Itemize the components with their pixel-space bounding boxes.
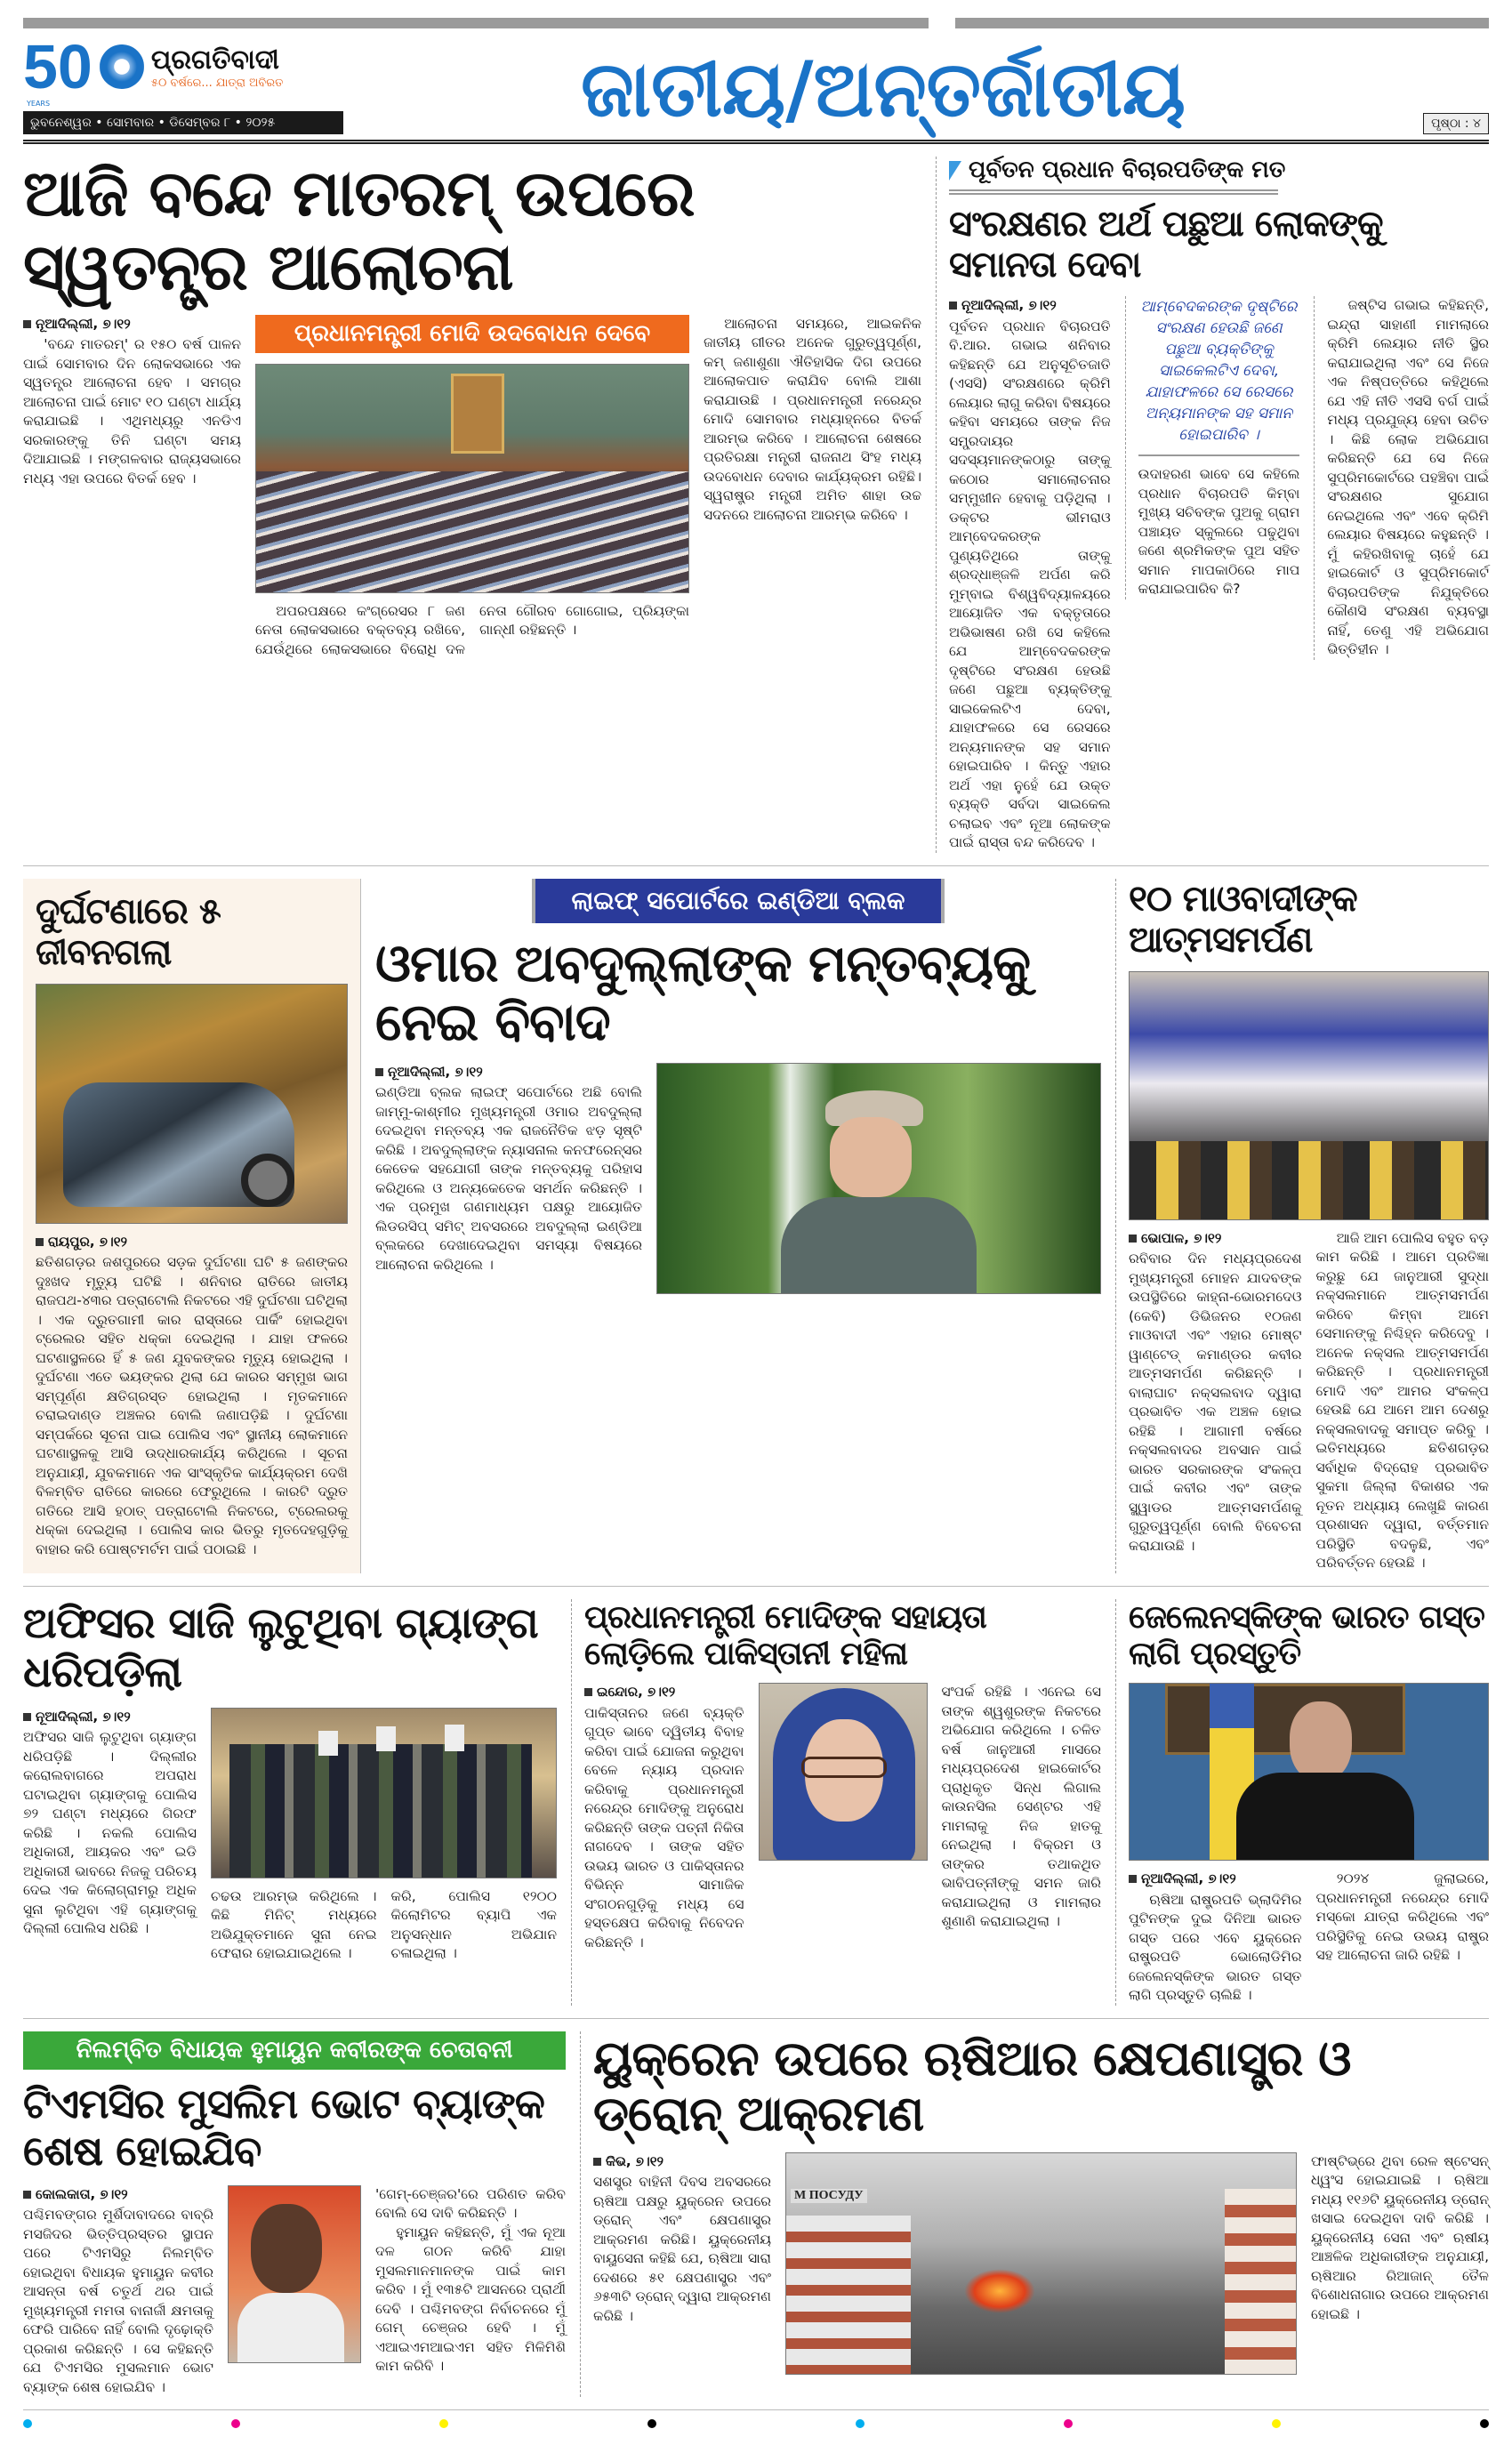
photo-gang-arrest bbox=[211, 1708, 557, 1878]
paragraph: 'ଗେମ୍-ଚେଞ୍ଜର'ରେ ପରିଣତ କରିବ ବୋଲି ସେ ଦାବି କରିଛନ୍ତି । bbox=[375, 2185, 566, 2222]
page-number: ପୃଷ୍ଠା : ୪ bbox=[1423, 113, 1489, 134]
paragraph: ପାକିସ୍ତାନର ଜଣେ ବ୍ୟକ୍ତି ଗୁପ୍ତ ଭାବେ ଦ୍ୱିତୀୟ ବିବାହ କରିବା ପାଇଁ ଯୋଜନା କରୁଥିବା ବେଳେ ନ୍ୟାୟ ପ୍ରଦାନ କରିବାକୁ ପ୍ରଧାନମନ୍ତ୍ରୀ ନରେନ୍ଦ୍ର ମୋଦିଙ୍କୁ ଅନୁରୋଧ କରିଛନ୍ତି ତାଙ୍କ ପତ୍ନୀ ନିକିତା ନାଗଦେବ । ତାଙ୍କ ସହିତ ଉଭୟ ଭାରତ ଓ ପାକିସ୍ତାନର ବିଭିନ୍ନ ସାମାଜିକ ସଂଗଠନଗୁଡ଼ିକୁ ମଧ୍ୟ ସେ ହସ୍ତକ୍ଷେପ କରିବାକୁ ନିବେଦନ କରିଛନ୍ତି । bbox=[584, 1704, 744, 1950]
pullquote: ଆମ୍ବେଦକରଙ୍କ ଦୃଷ୍ଟିରେ ସଂରକ୍ଷଣ ହେଉଛି ଜଣେ ପଛୁଆ ବ୍ୟକ୍ତିଙ୍କୁ ସାଇକେଲଟିଏ ଦେବା, ଯାହାଫଳରେ ସେ ରେସରେ ଅନ୍ୟମାନଙ୍କ ସହ ସମାନ ହୋଇପାରିବ । bbox=[1138, 296, 1300, 456]
headline-omar: ଓମାର ଅବଦୁଲ୍ଲାଙ୍କ ମନ୍ତବ୍ୟକୁ ନେଇ ବିବାଦ bbox=[375, 932, 1030, 1053]
article-accident bbox=[36, 1233, 348, 1560]
photo-parliament bbox=[255, 364, 689, 593]
paragraph: 'ବନ୍ଦେ ମାତରମ୍' ର ୧୫୦ ବର୍ଷ ପାଳନ ପାଇଁ ସୋମବାର ଦିନ ଲୋକସଭାରେ ଏକ ସ୍ୱତନ୍ତ୍ର ଆଲୋଚନା ହେବ । ସମଗ୍ର ଆଲୋଚନା ପାଇଁ ମୋଟ ୧୦ ଘଣ୍ଟା ଧାର୍ଯ୍ୟ କରାଯାଇଛି । ଏଥିମଧ୍ୟରୁ ଏନଡିଏ ସରକାରଙ୍କୁ ତିନି ଘଣ୍ଟା ସମୟ ଦିଆଯାଇଛି । ମଙ୍ଗଳବାର ରାଜ୍ୟସଭାରେ ମଧ୍ୟ ଏହା ଉପରେ ବିତର୍କ ହେବ । bbox=[23, 336, 241, 487]
section-3 bbox=[23, 1587, 1489, 2019]
photo-detail bbox=[318, 1731, 338, 1756]
article-pak-woman bbox=[571, 1599, 1101, 2006]
photo-maoist-surrender bbox=[1129, 971, 1489, 1220]
photo-omar-abdullah bbox=[656, 1063, 1101, 1294]
article-omar bbox=[375, 879, 1101, 1573]
article-maoist-col2 bbox=[1316, 1229, 1490, 1573]
article-gang bbox=[23, 1599, 557, 2006]
article-humayun bbox=[23, 2031, 566, 2397]
article-gang-col3 bbox=[391, 1887, 558, 1964]
article-gang-right bbox=[211, 1708, 557, 1964]
paragraph: ପୂର୍ବତନ ପ୍ରଧାନ ବିଚାରପତି ବି.ଆର. ଗଭାଇ ଶନିବାର କହିଛନ୍ତି ଯେ ଅନୁସୂଚିତଜାତି (ଏସସି) ସଂରକ୍ଷଣରେ କ୍ରିମି ଲେୟାର ଲାଗୁ କରିବା ବିଷୟରେ କହିବା ସମୟରେ ତାଙ୍କ ନିଜ ସମ୍ପ୍ରଦାୟର ସଦସ୍ୟମାନଙ୍କଠାରୁ ତାଙ୍କୁ କଠୋର ସମାଲୋଚନାର ସମ୍ମୁଖୀନ ହେବାକୁ ପଡ଼ିଥିଲା । ଡକ୍ଟର ଭୀମରାଓ ଆମ୍ବେଦକରଙ୍କ ପୁଣ୍ୟତିଥିରେ ତାଙ୍କୁ ଶ୍ରଦ୍ଧାଞ୍ଜଳି ଅର୍ପଣ କରି ମୁମ୍ବାଇ ବିଶ୍ୱବିଦ୍ୟାଳୟରେ ଆୟୋଜିତ ଏକ ବକ୍ତୃତାରେ ଅଭିଭାଷଣ ରଖି ସେ କହିଲେ ଯେ ଆମ୍ବେଦକରଙ୍କ ଦୃଷ୍ଟିରେ ସଂରକ୍ଷଣ ହେଉଛି ଜଣେ ପଛୁଆ ବ୍ୟକ୍ତିଙ୍କୁ ସାଇକେଲଟିଏ ଦେବା, ଯାହାଫଳରେ ସେ ରେସରେ ଅନ୍ୟମାନଙ୍କ ସହ ସମାନ ହୋଇପାରିବ । କିନ୍ତୁ ଏହାର ଅର୍ଥ ଏହା ନୁହେଁ ଯେ ଉକ୍ତ ବ୍ୟକ୍ତି ସର୍ବଦା ସାଇକେଲ ଚଲାଇବ ଏବଂ ନୂଆ ଲୋକଙ୍କ ପାଇଁ ରାସ୍ତା ବନ୍ଦ କରିଦେବ । bbox=[949, 318, 1111, 850]
top-rule bbox=[23, 18, 929, 28]
section-1 bbox=[23, 144, 1489, 866]
caption-vande bbox=[255, 602, 689, 660]
logo-block bbox=[23, 32, 343, 134]
dateline: କିଭ, ୭।୧୨ bbox=[593, 2152, 771, 2172]
registration-marks bbox=[23, 2419, 1489, 2428]
color-dot bbox=[23, 2419, 32, 2428]
paragraph: କରି, ପୋଲିସ ୧୨୦୦ କିଲୋମିଟର ବ୍ୟାପି ଏକ ଅନୁସନ୍ଧାନ ଅଭିଯାନ ଚଳାଇଥିଲା । bbox=[390, 1887, 557, 1962]
dateline: ନୂଆଦିଲ୍ଲୀ, ୭।୧୨ bbox=[1129, 1870, 1302, 1889]
paragraph: ଚଢଉ ଆରମ୍ଭ କରିଥିଲେ । କିଛି ମିନିଟ୍ ମଧ୍ୟରେ ଅଭିଯୁକ୍ତମାନେ ସୁନା ନେଇ ଫେରାର ହୋଇଯାଇଥିଲେ । bbox=[211, 1887, 377, 1962]
photo-detail bbox=[237, 2293, 344, 2363]
paragraph: ଋଷିଆ ରାଷ୍ଟ୍ରପତି ଭ୍ଲାଦିମିର ପୁଟିନଙ୍କ ଦୁଇ ଦିନିଆ ଭାରତ ଗସ୍ତ ପରେ ଏବେ ୟୁକ୍ରେନ ରାଷ୍ଟ୍ରପତି ଭୋଲୋଡିମିର ଜେଲେନସ୍କିଙ୍କ ଭାରତ ଗସ୍ତ ଲାଗି ପ୍ରସ୍ତୁତି ଚାଲିଛି । bbox=[1129, 1891, 1302, 2004]
photo-detail bbox=[1225, 2189, 1296, 2375]
color-dot bbox=[439, 2419, 448, 2428]
paragraph: ଆଜି ଆମ ପୋଲିସ ବହୁତ ବଡ଼ କାମ କରିଛି । ଆମେ ପ୍ରତିଜ୍ଞା କରୁଛୁ ଯେ ଜାନୁଆରୀ ସୁଦ୍ଧା ନକ୍ସଲମାନେ ଆତ୍ମସମର୍ପଣ କରିବେ କିମ୍ବା ଆମେ ସେମାନଙ୍କୁ ନିଶ୍ଚିହ୍ନ କରିଦେବୁ । ଅନେକ ନକ୍ସଲ ଆତ୍ମସମର୍ପଣ କରିଛନ୍ତି । ପ୍ରଧାନମନ୍ତ୍ରୀ ମୋଦି ଏବଂ ଆମର ସଂକଳ୍ପ ହେଉଛି ଯେ ଆମେ ଆମ ଦେଶରୁ ନକ୍ସଲବାଦକୁ ସମାପ୍ତ କରିବୁ । ଇତିମଧ୍ୟରେ ଛତିଶଗଡ଼ର ସର୍ବାଧିକ ବିଦ୍ରୋହ ପ୍ରଭାବିତ ସୁକମା ଜିଲ୍ଲା ବିକାଶର ଏକ ନୂତନ ଅଧ୍ୟାୟ ଲେଖୁଛି କାରଣ ପ୍ରଶାସନ ଦ୍ୱାରା, ବର୍ତ୍ତମାନ ପରିସ୍ଥିତି ବଦଳୁଛି, ଏବଂ ପରିବର୍ତ୍ତନ ହେଉଛି । bbox=[1315, 1229, 1489, 1571]
article-ukraine-col3 bbox=[1311, 2152, 1489, 2325]
headline-gang: ଅଫିସର ସାଜି ଲୁଟୁଥିବା ଗ୍ୟାଙ୍ଗ ଧରିପଡ଼ିଲା bbox=[23, 1597, 538, 1697]
color-dot bbox=[1480, 2419, 1489, 2428]
photo-detail bbox=[445, 1725, 464, 1751]
article-humayun-col2 bbox=[375, 2185, 566, 2377]
color-dot bbox=[231, 2419, 240, 2428]
dateline: ନୂଆଦିଲ୍ଲୀ, ୭।୧୨ bbox=[23, 1708, 197, 1727]
photo-zelensky bbox=[1129, 1683, 1489, 1861]
paragraph: ଫାଷ୍ଟିଭ୍ରେ ଥିବା ରେଳ ଷ୍ଟେସନ୍ ଧ୍ୱଂସ ହୋଇଯାଇଛି । ଋଷିଆ ମଧ୍ୟ ୧୧୬ଟି ୟୁକ୍ରେନୀୟ ଡ୍ରୋନ୍ ଖସାଇ ଦେଇଥିବା ଦାବି କରିଛି । ୟୁକ୍ରେନୀୟ ସେନା ଏବଂ ଋଷୀୟ ଆଞ୍ଚଳିକ ଅଧିକାରୀଙ୍କ ଅନୁଯାୟୀ, ଋଷିଆର ରିଆଜାନ୍ ତୈଳ ବିଶୋଧନାଗାର ଉପରେ ଆକ୍ରମଣ ହୋଇଛି । bbox=[1311, 2152, 1489, 2322]
article-zelensky bbox=[1115, 1599, 1489, 2006]
headline-maoist: ୧୦ ମାଓବାଦୀଙ୍କ ଆତ୍ମସମର୍ପଣ bbox=[1129, 878, 1357, 961]
article-maoist-col1 bbox=[1129, 1229, 1302, 1556]
article-vande-col1 bbox=[23, 315, 241, 489]
kicker-flag-icon bbox=[949, 161, 961, 181]
article-pak-col3 bbox=[942, 1683, 1102, 1932]
article-vande-center bbox=[255, 315, 689, 660]
paragraph: ସଂପର୍କ ରହିଛି । ଏନେଇ ସେ ତାଙ୍କ ଶ୍ୱଶୁରଙ୍କ ନିକଟରେ ଅଭିଯୋଗ କରିଥିଲେ । ଚଳିତ ବର୍ଷ ଜାନୁଆରୀ ମାସରେ ମଧ୍ୟପ୍ରଦେଶ ହାଇକୋର୍ଟର ପ୍ରାଧିକୃତ ସିନ୍ଧ ଲିଗାଲ କାଉନସିଲ ସେଣ୍ଟର ଏହି ମାମଲାକୁ ନିଜ ହାତକୁ ନେଇଥିଲା । ବିକ୍ରମ ଓ ତାଙ୍କର ତଥାକଥିତ ଭାବିପତ୍ନୀଙ୍କୁ ସମନ ଜାରି କରାଯାଇଥିଲା ଓ ମାମଲାର ଶୁଣାଣି କରାଯାଇଥିଲା । bbox=[941, 1684, 1101, 1930]
photo-detail bbox=[964, 2269, 1035, 2313]
section-4 bbox=[23, 2019, 1489, 2410]
section-title: ଜାତୀୟ/ଅନ୍ତର୍ଜାତୀୟ bbox=[581, 45, 1186, 135]
article-gang-col1 bbox=[23, 1708, 197, 1939]
article-omar-col1 bbox=[375, 1063, 642, 1275]
photo-detail bbox=[1290, 1701, 1352, 1782]
logo-years: YEARS bbox=[27, 100, 51, 108]
tagline: ୫୦ ବର୍ଷରେ... ଯାତ୍ରା ଅବିରତ bbox=[150, 76, 284, 90]
box-accident bbox=[23, 879, 361, 1573]
headline-pak-woman: ପ୍ରଧାନମନ୍ତ୍ରୀ ମୋଦିଙ୍କ ସହାୟତା ଲୋଡ଼ିଲେ ପାକିସ୍ତାନୀ ମହିଳା bbox=[584, 1598, 986, 1672]
paragraph: ହୁମାୟୁନ କହିଛନ୍ତି, ମୁଁ ଏକ ନୂଆ ଦଳ ଗଠନ କରିବି ଯାହା ମୁସଲମାନମାନଙ୍କ ପାଇଁ କାମ କରିବ । ମୁଁ ୧୩୫ଟି ଆସନରେ ପ୍ରାର୍ଥୀ ଦେବି । ପଶ୍ଚିମବଙ୍ଗ ନିର୍ବାଚନରେ ମୁଁ ଗେମ୍ ଚେଞ୍ଜର ହେବି । ମୁଁ ଏଆଇଏମଆଇଏମ ସହିତ ମିଳିମିଶି କାମ କରିବି । bbox=[375, 2224, 566, 2375]
top-rules bbox=[23, 18, 1489, 28]
article-gavai-col3 bbox=[1314, 296, 1489, 660]
color-dot bbox=[856, 2419, 865, 2428]
paragraph: ରବିବାର ଦିନ ମଧ୍ୟପ୍ରଦେଶ ମୁଖ୍ୟମନ୍ତ୍ରୀ ମୋହନ ଯାଦବଙ୍କ ଉପସ୍ଥିତିରେ କାହ୍ନା-ଭୋରମଦେଓ (କେବି) ଡିଭିଜନର ୧୦ଜଣ ମାଓବାଦୀ ଏବଂ ଏହାର ମୋଷ୍ଟ ୱାଣ୍ଟେଡ୍ କମାଣ୍ଡର କବୀର ଆତ୍ମସମର୍ପଣ କରିଛନ୍ତି । ବାଲାଘାଟ ନକ୍ସଲବାଦ ଦ୍ୱାରା ପ୍ରଭାବିତ ଏକ ଅଞ୍ଚଳ ହୋଇ ରହିଛି । ଆଗାମୀ ବର୍ଷରେ ନକ୍ସଲବାଦର ଅବସାନ ପାଇଁ ଭାରତ ସରକାରଙ୍କ ସଂକଳ୍ପ ପାଇଁ କବୀର ଏବଂ ତାଙ୍କ ସ୍କ୍ୱାଡର ଆତ୍ମସମର୍ପଣକୁ ଗୁରୁତ୍ୱପୂର୍ଣ୍ଣ ବୋଲି ବିବେଚନା କରାଯାଉଛି । bbox=[1129, 1251, 1302, 1554]
photo-detail bbox=[1236, 1773, 1414, 1861]
article-pak-col1 bbox=[584, 1683, 744, 1952]
article-vande-col3 bbox=[704, 315, 921, 526]
photo-detail bbox=[376, 1726, 396, 1751]
kicker-row bbox=[949, 157, 1489, 184]
photo-detail bbox=[241, 1154, 294, 1207]
headline-accident: ଦୁର୍ଘଟଣାରେ ୫ ଜୀବନଗଲା bbox=[36, 890, 221, 973]
dateline: ନୂଆଦିଲ୍ଲୀ, ୭।୧୨ bbox=[23, 315, 241, 334]
photo-sign: М ПОСУДУ bbox=[791, 2189, 867, 2203]
dateline: ରାୟପୁର, ୭।୧୨ bbox=[36, 1233, 348, 1252]
paragraph: ପଶ୍ଚିମବଙ୍ଗର ମୁର୍ଶିଦାବାଦରେ ବାବ୍ରି ମସଜିଦର ଭିତ୍ତିପ୍ରସ୍ତର ସ୍ଥାପନ ପରେ ଟିଏମସିରୁ ନିଲମ୍ବିତ ହୋଇଥିବା ବିଧାୟକ ହୁମାୟୁନ କବୀର ଆସନ୍ତା ବର୍ଷ ଚତୁର୍ଥ ଥର ପାଇଁ ମୁଖ୍ୟମନ୍ତ୍ରୀ ମମତା ବାନାର୍ଜୀ କ୍ଷମତାକୁ ଫେରି ପାରିବେ ନାହିଁ ବୋଲି ଦୃଢ଼ୋକ୍ତି ପ୍ରକାଶ କରିଛନ୍ତି । ସେ କହିଛନ୍ତି ଯେ ଟିଏମସିର ମୁସଲମାନ ଭୋଟ ବ୍ୟାଙ୍କ ଶେଷ ହୋଇଯିବ । bbox=[23, 2207, 213, 2395]
logo-emblem-icon bbox=[100, 44, 144, 89]
article-gavai bbox=[936, 157, 1489, 853]
dateline: ଭୋପାଳ, ୭।୧୨ bbox=[1129, 1229, 1302, 1249]
photo-ukraine-attack bbox=[785, 2152, 1297, 2375]
top-rule bbox=[955, 18, 1489, 28]
dateline-bar: ଭୁବନେଶ୍ୱର • ସୋମବାର • ଡିସେମ୍ବର ୮ • ୨୦୨୫ bbox=[23, 111, 343, 134]
article-gavai-col2 bbox=[1125, 296, 1300, 599]
paragraph: ୨୦୨୪ ଜୁଲାଇରେ, ପ୍ରଧାନମନ୍ତ୍ରୀ ନରେନ୍ଦ୍ର ମୋଦି ମସ୍କୋ ଯାତ୍ରା କରିଥିଲେ ଏବଂ ପରିସ୍ଥିତିକୁ ନେଇ ଉଭୟ ରାଷ୍ଟ୍ର ସହ ଆଲୋଚନା ଜାରି ରହିଛି । bbox=[1315, 1870, 1489, 1964]
article-zelensky-col2 bbox=[1316, 1870, 1490, 1966]
paragraph: ସଶସ୍ତ୍ର ବାହିନୀ ଦିବସ ଅବସରରେ ଋଷିଆ ପକ୍ଷରୁ ୟୁକ୍ରେନ ଉପରେ ଡ୍ରୋନ୍ ଏବଂ କ୍ଷେପଣାସ୍ତ୍ର ଆକ୍ରମଣ କରିଛି। ୟୁକ୍ରେନୀୟ ବାୟୁସେନା କହିଛି ଯେ, ଋଷିଆ ସାରା ଦେଶରେ ୫୧ କ୍ଷେପଣାସ୍ତ୍ର ଏବଂ ୬୫୩ଟି ଡ୍ରୋନ୍ ଦ୍ୱାରା ଆକ୍ରମଣ କରିଛି । bbox=[593, 2174, 771, 2324]
article-vande-mataram bbox=[23, 157, 921, 853]
color-dot bbox=[647, 2419, 656, 2428]
article-ukraine bbox=[580, 2031, 1489, 2397]
article-zelensky-col1 bbox=[1129, 1870, 1302, 2006]
paragraph: ଆଲୋଚନା ସମୟରେ, ଆଇକନିକ ଜାତୀୟ ଗୀତର ଅନେକ ଗୁରୁତ୍ୱପୂର୍ଣ୍ଣ, କମ୍ ଜଣାଶୁଣା ଐତିହାସିକ ଦିଗ ଉପରେ ଆଲୋକପାତ କରାଯିବ ବୋଲି ଆଶା କରାଯାଉଛି । ପ୍ରଧାନମନ୍ତ୍ରୀ ନରେନ୍ଦ୍ର ମୋଦି ସୋମବାର ମଧ୍ୟାହ୍ନରେ ବିତର୍କ ଆରମ୍ଭ କରିବେ । ଆଲୋଚନା ଶେଷରେ ପ୍ରତିରକ୍ଷା ମନ୍ତ୍ରୀ ରାଜନାଥ ସିଂହ ମଧ୍ୟ ଉଦବୋଧନ ଦେବାର କାର୍ଯ୍ୟକ୍ରମ ରହିଛି। ସ୍ୱରାଷ୍ଟ୍ର ମନ୍ତ୍ରୀ ଅମିତ ଶାହା ଉଚ୍ଚ ସଦନରେ ଆଲୋଚନା ଆରମ୍ଭ କରିବେ । bbox=[704, 315, 921, 523]
photo-car-crash bbox=[36, 984, 348, 1224]
dateline: ନୂଆଦିଲ୍ଲୀ, ୭।୧୨ bbox=[375, 1063, 642, 1082]
paragraph: ଜଷ୍ଟିସ ଗଭାଇ କହିଛନ୍ତି, ଇନ୍ଦ୍ରା ସାହାଣୀ ମାମଲାରେ କ୍ରିମି ଲେୟାର ନୀତି ସ୍ଥିର କରାଯାଇଥିଲା ଏବଂ ସେ ନିଜେ ଏକ ନିଷ୍ପତ୍ତିରେ କହିଥିଲେ ଯେ ଏହି ନୀତି ଏସସି ବର୍ଗ ପାଇଁ ମଧ୍ୟ ପ୍ରଯୁଜ୍ୟ ହେବା ଉଚିତ । କିଛି ଲୋକ ଅଭିଯୋଗ କରିଛନ୍ତି ଯେ ସେ ନିଜେ ସୁପ୍ରିମକୋର୍ଟରେ ପହଞ୍ଚିବା ପାଇଁ ସଂରକ୍ଷଣର ସୁଯୋଗ ନେଇଥିଲେ ଏବଂ ଏବେ କ୍ରିମି ଲେୟାର ବିଷୟରେ କହୁଛନ୍ତି । ମୁଁ କହିରଖିବାକୁ ଚାହେଁ ଯେ ହାଇକୋର୍ଟ ଓ ସୁପ୍ରିମକୋର୍ଟ ବିଚାରପତିଙ୍କ ନିଯୁକ୍ତିରେ କୌଣସି ସଂରକ୍ଷଣ ବ୍ୟବସ୍ଥା ନାହିଁ, ତେଣୁ ଏହି ଅଭିଯୋଗ ଭିତ୍ତିହୀନ । bbox=[1327, 297, 1490, 657]
photo-detail bbox=[1130, 1141, 1488, 1220]
paragraph: ଉଦାହରଣ ଭାବେ ସେ କହିଲେ ପ୍ରଧାନ ବିଚାରପତି କିମ୍ବା ମୁଖ୍ୟ ସଚିବଙ୍କ ପୁଅକୁ ଗ୍ରାମ ପଞ୍ଚାୟତ ସ୍କୁଲରେ ପଢୁଥିବା ଜଣେ ଶ୍ରମିକଙ୍କ ପୁଅ ସହିତ ସମାନ ମାପକାଠିରେ ମାପ କରାଯାଇପାରିବ କି? bbox=[1138, 466, 1300, 597]
color-dot bbox=[1064, 2419, 1073, 2428]
photo-detail bbox=[229, 1744, 532, 1878]
article-gavai-col1 bbox=[949, 296, 1111, 853]
headline-humayun: ଟିଏମସିର ମୁସଲିମ ଭୋଟ ବ୍ୟାଙ୍କ ଶେଷ ହୋଇଯିବ bbox=[23, 2079, 544, 2175]
color-dot bbox=[1272, 2419, 1281, 2428]
article-ukraine-col1 bbox=[593, 2152, 771, 2327]
dateline: ଇନ୍ଦୋର, ୭।୧୨ bbox=[584, 1683, 744, 1702]
dateline: ନୂଆଦିଲ୍ଲୀ, ୭।୧୨ bbox=[949, 296, 1111, 316]
logo-50: 50 bbox=[23, 32, 92, 101]
logo bbox=[23, 32, 343, 101]
photo-detail bbox=[451, 374, 504, 454]
paragraph: ଅଫିସର ସାଜି ଲୁଟୁଥିବା ଗ୍ୟାଙ୍ଗ ଧରିପଡ଼ିଛି । ଦିଲ୍ଲୀର କରୋଲବାଗରେ ଅପରାଧ ଘଟାଇଥିବା ଗ୍ୟାଙ୍ଗକୁ ପୋଲିସ ୭୨ ଘଣ୍ଟା ମଧ୍ୟରେ ଗିରଫ କରିଛି । ନକଲି ପୋଲିସ ଅଧିକାରୀ, ଆୟକର ଏବଂ ଇଡି ଅଧିକାରୀ ଭାବରେ ନିଜକୁ ପରିଚୟ ଦେଇ ଏକ କିଲୋଗ୍ରାମରୁ ଅଧିକ ସୁନା ଲୁଟିଥିବା ଏହି ଗ୍ୟାଙ୍ଗକୁ ଦିଲ୍ଲୀ ପୋଲିସ ଧରିଛି । bbox=[23, 1729, 197, 1937]
photo-detail bbox=[786, 2216, 911, 2375]
photo-detail bbox=[801, 1757, 887, 1778]
banner-modi: ପ୍ରଧାନମନ୍ତ୍ରୀ ମୋଦି ଉଦବୋଧନ ଦେବେ bbox=[255, 315, 689, 353]
banner-humayun: ନିଲମ୍ବିତ ବିଧାୟକ ହୁମାୟୁନ କବୀରଙ୍କ ଚେତାବନୀ bbox=[23, 2031, 566, 2070]
headline-ukraine: ୟୁକ୍ରେନ ଉପରେ ଋଷିଆର କ୍ଷେପଣାସ୍ତ୍ର ଓ ଡ୍ରୋନ୍ ଆକ୍ରମଣ bbox=[593, 2030, 1351, 2142]
photo-detail bbox=[781, 1197, 977, 1294]
masthead bbox=[23, 32, 1489, 144]
kicker-gavai: ପୂର୍ବତନ ପ୍ରଧାନ ବିଚାରପତିଙ୍କ ମତ bbox=[969, 157, 1286, 183]
headline-gavai: ସଂରକ୍ଷଣର ଅର୍ଥ ପଛୁଆ ଲୋକଙ୍କୁ ସମାନତା ଦେବା bbox=[949, 204, 1383, 286]
headline-zelensky: ଜେଲେନସ୍କିଙ୍କ ଭାରତ ଗସ୍ତ ଲାଗି ପ୍ରସ୍ତୁତି bbox=[1129, 1598, 1484, 1672]
paragraph: ଇଣ୍ଡିଆ ବ୍ଲକ ଲାଇଫ୍ ସପୋର୍ଟରେ ଅଛି ବୋଲି ଜାମ୍ମୁ-କାଶ୍ମୀର ମୁଖ୍ୟମନ୍ତ୍ରୀ ଓମାର ଅବଦୁଲ୍ଲା ଦେଇଥିବା ମନ୍ତବ୍ୟ ଏକ ରାଜନୈତିକ ଝଡ଼ ସୃଷ୍ଟି କରିଛି । ଅବଦୁଲ୍ଲାଙ୍କ ନ୍ୟାସନାଲ କନଫରେନ୍ସର କେତେକ ସହଯୋଗୀ ତାଙ୍କ ମନ୍ତବ୍ୟକୁ ପରିହାସ କରିଥିଲେ ଓ ଅନ୍ୟକେତେକ ସମର୍ଥନ କରିଛନ୍ତି । ଏକ ପ୍ରମୁଖ ଗଣମାଧ୍ୟମ ପକ୍ଷରୁ ଆୟୋଜିତ ଲିଡରସିପ୍ ସମିଟ୍ ଅବସରରେ ଅବଦୁଲ୍ଲା ଇଣ୍ଡିଆ ବ୍ଲକରେ ଦେଖାଦେଇଥିବା ସମସ୍ୟା ବିଷୟରେ ଆଲୋଚନା କରିଥିଲେ । bbox=[375, 1084, 642, 1273]
logo-text bbox=[151, 44, 343, 90]
photo-humayun-kabir bbox=[228, 2185, 361, 2363]
dateline: କୋଲକାତା, ୭।୧୨ bbox=[23, 2185, 213, 2205]
article-maoist bbox=[1115, 879, 1489, 1573]
photo-detail bbox=[256, 471, 688, 593]
photo-detail bbox=[251, 2204, 322, 2293]
paragraph: ଅପରପକ୍ଷରେ କଂଗ୍ରେସର ୮ ଜଣ ନେତା ଲୋକସଭାରେ ବକ୍ତବ୍ୟ ରଖିବେ, ଯେଉଁଥିରେ ଲୋକସଭାରେ ବିରୋଧି ଦଳ ନେତା ଗୌରବ ଗୋଗୋଇ, ପ୍ରିୟଙ୍କା ଗାନ୍ଧୀ ରହିଛନ୍ତି । bbox=[255, 602, 689, 657]
headline-vande-mataram: ଆଜି ବନ୍ଦେ ମାତରମ୍ ଉପରେ ସ୍ୱତନ୍ତ୍ର ଆଲୋଚନା bbox=[23, 156, 695, 304]
paragraph: ଛତିଶଗଡ଼ର ଜଶପୁରରେ ସଡ଼କ ଦୁର୍ଘଟଣା ଘଟି ୫ ଜଣଙ୍କର ଦୁଃଖଦ ମୃତ୍ୟୁ ଘଟିଛି । ଶନିବାର ରାତିରେ ଜାତୀୟ ରାଜପଥ-୪୩ର ପତ୍ରାଟୋଲି ନିକଟରେ ଏହି ଦୁର୍ଘଟଣା ଘଟିଥିଲା । ଏକ ଦ୍ରୁତଗାମୀ କାର ରାସ୍ତାରେ ପାର୍କିଂ ହୋଇଥିବା ଟ୍ରେଲର ସହିତ ଧକ୍କା ଦେଇଥିଲା । ଯାହା ଫଳରେ ଘଟଣାସ୍ଥଳରେ ହିଁ ୫ ଜଣ ଯୁବକଙ୍କର ମୃତ୍ୟୁ ହୋଇଥିଲା । ଦୁର୍ଘଟଣା ଏତେ ଭୟଙ୍କର ଥିଲା ଯେ କାରର ସମ୍ମୁଖ ଭାଗ ସମ୍ପୂର୍ଣ୍ଣ କ୍ଷତିଗ୍ରସ୍ତ ହୋଇଥିଲା । ମୃତକମାନେ ଚରାଇଦାଣ୍ଡ ଅଞ୍ଚଳର ବୋଲି ଜଣାପଡ଼ିଛି । ଦୁର୍ଘଟଣା ସମ୍ପର୍କରେ ସୂଚନା ପାଇ ପୋଲିସ ଏବଂ ସ୍ଥାନୀୟ ଲୋକମାନେ ଘଟଣାସ୍ଥଳକୁ ଆସି ଉଦ୍ଧାରକାର୍ଯ୍ୟ କରିଥିଲେ । ସୂଚନା ଅନୁଯାୟୀ, ଯୁବକମାନେ ଏକ ସାଂସ୍କୃତିକ କାର୍ଯ୍ୟକ୍ରମ ଦେଖି ବିଳମ୍ବିତ ରାତିରେ କାରରେ ଫେରୁଥିଲେ । କାରଟି ଦ୍ରୁତ ଗତିରେ ଆସି ହଠାତ୍ ପତ୍ରାଟୋଲି ନିକଟରେ, ଟ୍ରେଲରକୁ ଧକ୍କା ଦେଇଥିଲା । ପୋଲିସ କାର ଭିତରୁ ମୃତଦେହଗୁଡ଼ିକୁ ବାହାର କରି ପୋଷ୍ଟମର୍ଟମ ପାଇଁ ପଠାଇଛି । bbox=[36, 1254, 348, 1557]
photo-detail bbox=[1165, 1684, 1405, 1755]
photo-detail bbox=[830, 1117, 912, 1197]
kicker-rule bbox=[949, 189, 1278, 195]
paper-name: ପ୍ରଗତିବାଦୀ bbox=[150, 44, 279, 76]
photo-pakistani-woman bbox=[759, 1683, 928, 1861]
article-humayun-lead bbox=[23, 2185, 213, 2398]
section-2 bbox=[23, 866, 1489, 1587]
banner-india-bloc: ଲାଇଫ୍ ସପୋର୍ଟରେ ଇଣ୍ଡିଆ ବ୍ଲକ bbox=[532, 879, 944, 923]
article-gang-col2 bbox=[211, 1887, 377, 1964]
